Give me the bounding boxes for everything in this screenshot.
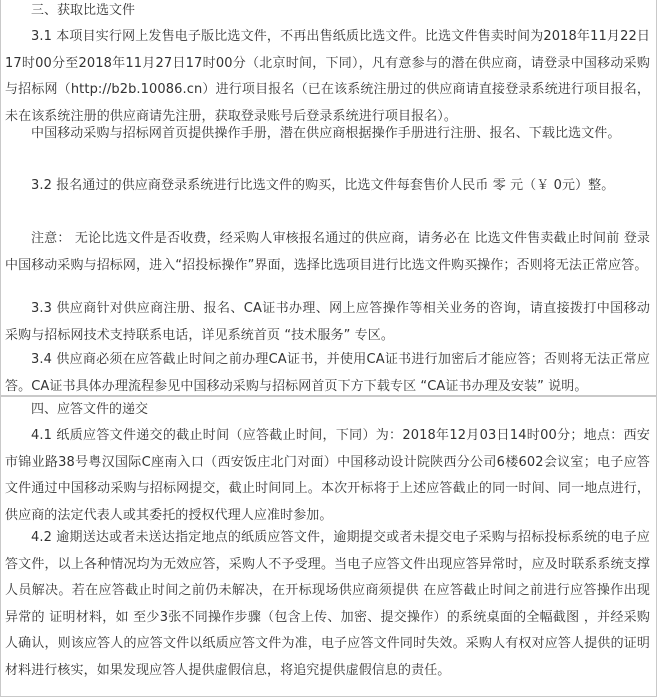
paragraph-3-1: 3.1 本项目实行网上发售电子版比选文件，不再出售纸质比选文件。比选文件售卖时间为2018年11月22日17时00分至2018年11月27日17时00分（北京时间，下同），凡有意参与的潜在供应商，请登录中国移动采购与招标网（http://b2b.10086.cn）进行项目报名（已在该系统注册过的供应商请直接登录系统进行项目报名，未在该系统注册的供应商请先注册，获取登录账号后登录系统进行项目报名）。	[5, 29, 650, 124]
section-4-heading: 四、应答文件的递交	[31, 402, 149, 417]
paragraph-3-3: 3.3 供应商针对供应商注册、报名、CA证书办理、网上应答操作等相关业务的咨询，请直接拨打中国移动采购与招标网技术支持联系电话，详见系统首页 “技术服务” 专区。	[5, 301, 650, 343]
paragraph-3-2: 3.2 报名通过的供应商登录系统进行比选文件的购买，比选文件每套售价人民币 零 元（￥ 0元）整。	[31, 178, 615, 193]
section-4-box	[0, 396, 657, 697]
section-3-heading: 三、获取比选文件	[31, 3, 136, 18]
paragraph-3-1-manual: 中国移动采购与招标网首页提供操作手册，潜在供应商根据操作手册进行注册、报名、下载比选文件。	[31, 126, 621, 141]
paragraph-notice: 注意： 无论比选文件是否收费，经采购人审核报名通过的供应商，请务必在 比选文件售卖截止时间前 登录中国移动采购与招标网，进入“招投标操作”界面，选择比选项目进行比选文件购买操作；否则将无法正常应答。	[5, 231, 650, 273]
paragraph-3-4: 3.4 供应商必须在应答截止时间之前办理CA证书，并使用CA证书进行加密后才能应答；否则将无法正常应答。CA证书具体办理流程参见中国移动采购与招标网首页下方下载专区 “CA证书办理及安装” 说明。	[5, 352, 650, 394]
paragraph-4-1: 4.1 纸质应答文件递交的截止时间（应答截止时间，下同）为：2018年12月03日14时00分；地点：西安市锦业路38号粤汉国际C座南入口（西安饭庄北门对面）中国移动设计院陕西分公司6楼602会议室；电子应答文件通过中国移动采购与招标网提交，截止时间同上。本次开标将于上述应答截止的同一时间、同一地点进行，供应商的法定代表人或其委托的授权代理人应准时参加。	[5, 428, 650, 523]
paragraph-4-2: 4.2 逾期送达或者未送达指定地点的纸质应答文件，逾期提交或者未提交电子采购与招标投标系统的电子应答文件，以上各种情况均为无效应答，采购人不予受理。当电子应答文件出现应答异常时，应及时联系系统支撑人员解决。若在应答截止时间之前仍未解决，在开标现场供应商须提供 在应答截止时间之前进行应答操作出现异常的 证明材料，如 至少3张不同操作步骤（包含上传、加密、提交操作）的系统桌面的全幅截图 ，并经采购人确认，则该应答人的应答文件以纸质应答文件为准，电子应答文件同时失效。采购人有权对应答人提供的证明材料进行核实，如果发现应答人提供虚假信息，将追究提供虚假信息的责任。	[5, 530, 650, 678]
